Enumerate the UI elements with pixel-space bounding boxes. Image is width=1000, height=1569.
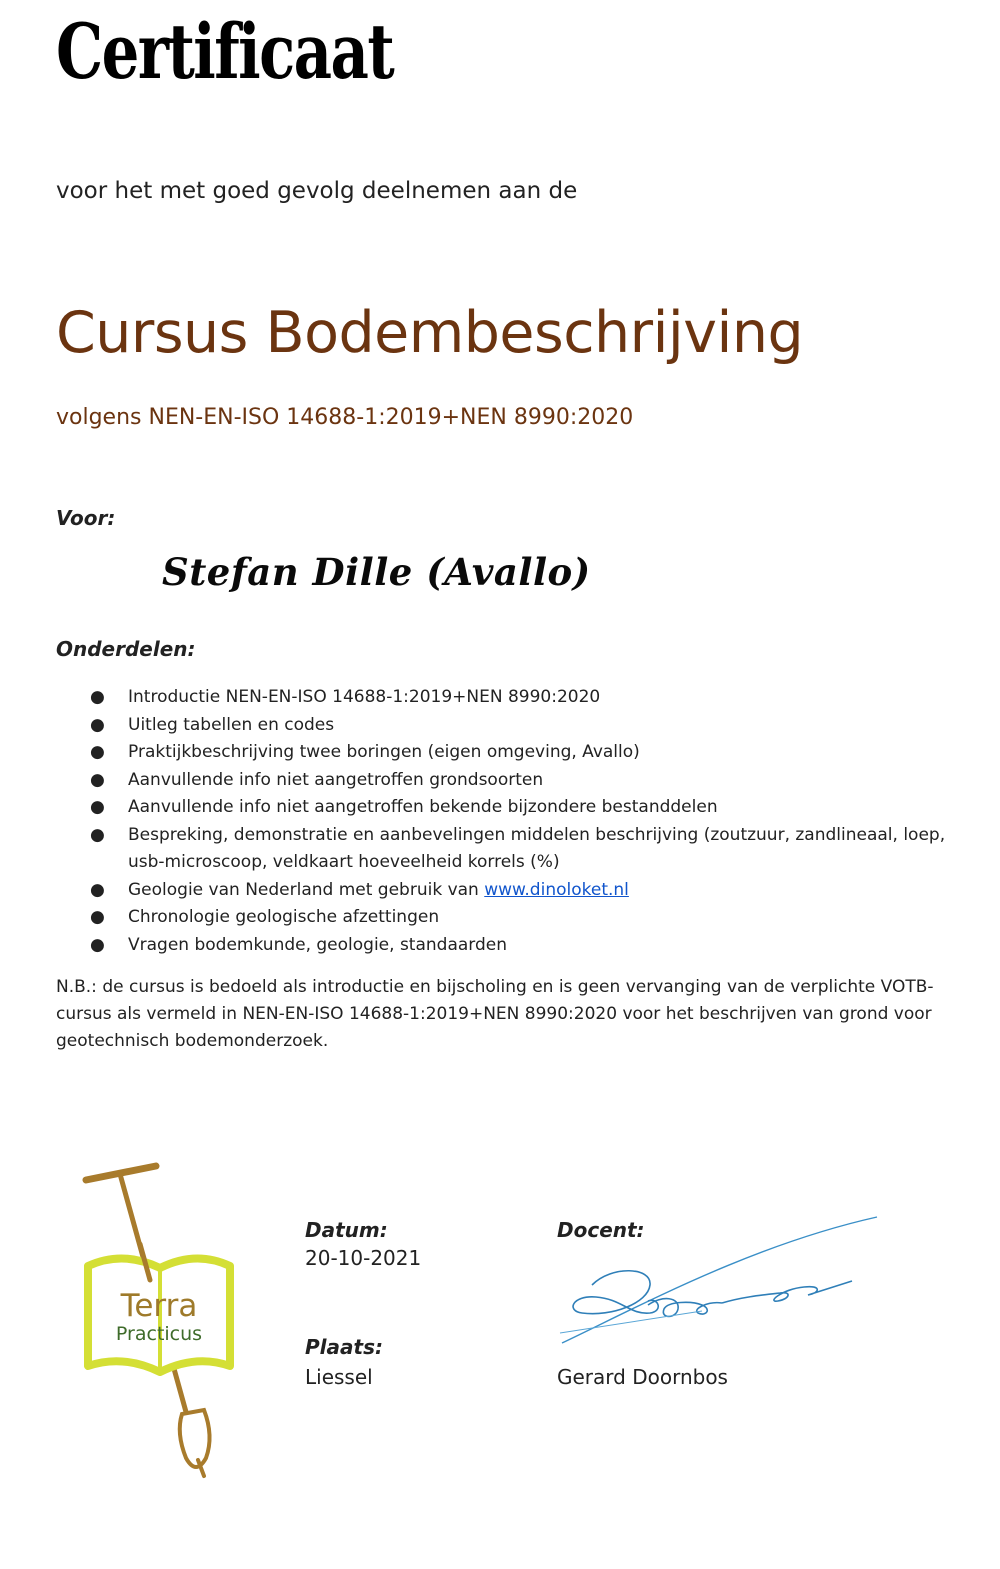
recipient-name: Stefan Dille (Avallo) bbox=[162, 550, 591, 594]
bullet-icon: ● bbox=[90, 769, 105, 790]
bullet-icon: ● bbox=[90, 879, 105, 900]
list-item: ● Geologie van Nederland met gebruik van www.dinoloket.nl bbox=[90, 877, 970, 905]
disclaimer-note: N.B.: de cursus is bedoeld als introductie en bijscholing en is geen vervanging van de verplichte VOTB-cursus als vermeld in NEN-EN-ISO 14688-1:2019+NEN 8990:2020 voor het beschrijven van grond voor geotechnisch bodemonderzoek. bbox=[56, 977, 934, 1051]
teacher-label: Docent: bbox=[557, 1218, 645, 1242]
bullet-icon: ● bbox=[90, 824, 105, 845]
place-value: Liessel bbox=[305, 1365, 373, 1389]
list-item: ● Vragen bodemkunde, geologie, standaarden bbox=[90, 932, 970, 960]
list-item: ● Praktijkbeschrijving twee boringen (eigen omgeving, Avallo) bbox=[90, 739, 970, 767]
list-item: ● Bespreking, demonstratie en aanbevelingen middelen beschrijving (zoutzuur, zandlineaal, loep, usb-microscoop, veldkaart hoeveelheid korrels (%) bbox=[90, 822, 970, 877]
logo-text-practicus: Practicus bbox=[115, 1323, 203, 1345]
list-item: ● Uitleg tabellen en codes bbox=[90, 712, 970, 740]
certificate-title: Certificaat bbox=[56, 7, 394, 96]
list-item: ● Aanvullende info niet aangetroffen bekende bijzondere bestanddelen bbox=[90, 794, 970, 822]
teacher-name: Gerard Doornbos bbox=[557, 1365, 728, 1389]
bullet-icon: ● bbox=[90, 714, 105, 735]
signature-image bbox=[552, 1205, 892, 1350]
course-title: Cursus Bodembeschrijving bbox=[56, 300, 804, 366]
course-subtitle: volgens NEN-EN-ISO 14688-1:2019+NEN 8990:2020 bbox=[56, 405, 634, 430]
list-item: ● Aanvullende info niet aangetroffen grondsoorten bbox=[90, 767, 970, 795]
logo-text-terra: Terra bbox=[120, 1288, 198, 1324]
bullet-icon: ● bbox=[90, 934, 105, 955]
bullet-icon: ● bbox=[90, 907, 105, 927]
list-item: ● Introductie NEN-EN-ISO 14688-1:2019+NEN 8990:2020 bbox=[90, 684, 970, 712]
dinoloket-link[interactable]: www.dinoloket.nl bbox=[484, 879, 629, 900]
components-list bbox=[90, 684, 970, 959]
bullet-icon: ● bbox=[90, 797, 105, 817]
certificate-intro: voor het met goed gevolg deelnemen aan de bbox=[56, 178, 578, 204]
recipient-label: Voor: bbox=[56, 506, 116, 530]
components-label: Onderdelen: bbox=[56, 637, 196, 661]
bullet-icon: ● bbox=[90, 742, 105, 762]
list-item: ● Chronologie geologische afzettingen bbox=[90, 904, 970, 932]
bullet-icon: ● bbox=[90, 687, 105, 707]
date-value: 20-10-2021 bbox=[305, 1246, 422, 1270]
terra-practicus-logo bbox=[78, 1158, 248, 1488]
place-label: Plaats: bbox=[305, 1335, 383, 1359]
date-label: Datum: bbox=[305, 1218, 388, 1242]
